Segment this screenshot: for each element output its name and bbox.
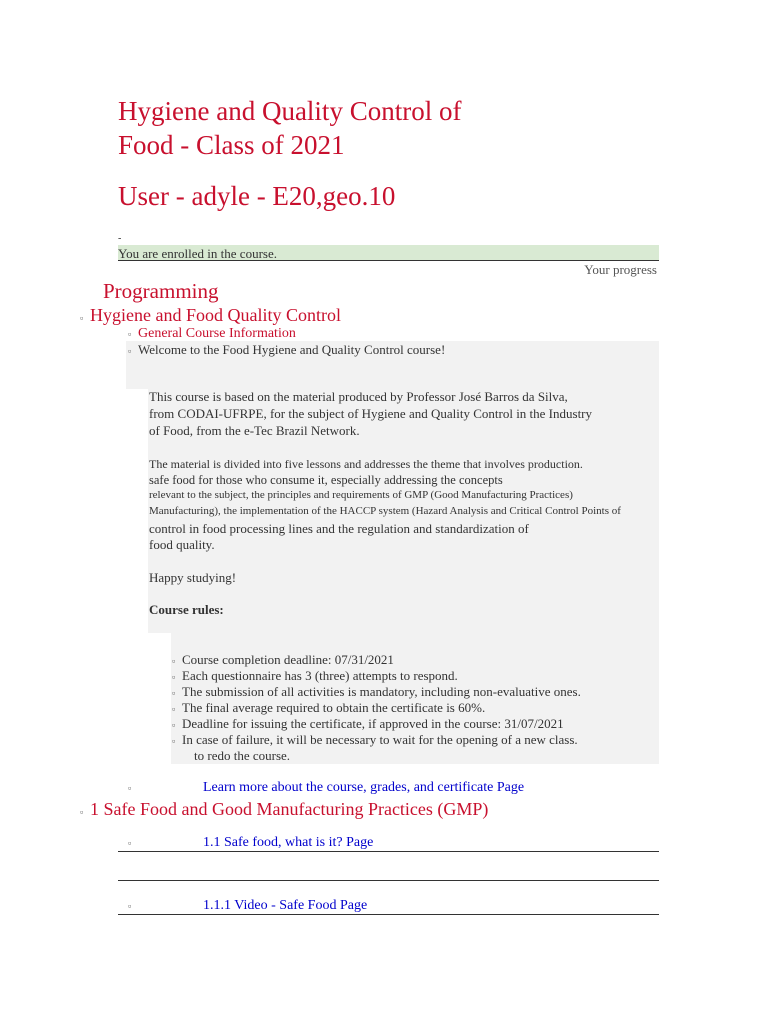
box-glyph-icon: ▫: [128, 329, 132, 339]
para2-line5: control in food processing lines and the regulation and standardization of: [149, 521, 529, 536]
para2-line4: Manufacturing), the implementation of the HACCP system (Hazard Analysis and Critical Control Points of: [149, 505, 621, 517]
rules-title: Course rules:: [149, 602, 224, 617]
box-glyph-icon: ▫: [172, 656, 176, 666]
box-glyph-icon: ▫: [172, 720, 176, 730]
enrollment-marker: -: [118, 233, 122, 244]
para1-line1: This course is based on the material produced by Professor José Barros da Silva,: [149, 389, 568, 404]
learn-more-link[interactable]: Learn more about the course, grades, and certificate Page: [203, 780, 525, 795]
box-glyph-icon: ▫: [172, 672, 176, 682]
box-glyph-icon: ▫: [172, 688, 176, 698]
item-1-1-1-link[interactable]: 1.1.1 Video - Safe Food Page: [203, 898, 368, 913]
para2-line1: The material is divided into five lessons and addresses the theme that involves production.: [149, 457, 583, 471]
enrollment-banner: [118, 245, 659, 261]
para1-line2: from CODAI-UFRPE, for the subject of Hygiene and Quality Control in the Industry: [149, 406, 593, 421]
para1-line3: of Food, from the e-Tec Brazil Network.: [149, 423, 360, 438]
section-hygiene-label: Hygiene and Food Quality Control: [90, 305, 341, 325]
rule-item: ▫ The submission of all activities is mandatory, including non-evaluative ones.: [172, 684, 581, 699]
divider: [118, 851, 659, 852]
welcome-text: Welcome to the Food Hygiene and Quality Control course!: [138, 342, 446, 357]
user-line: User - adyle - E20,geo.10: [118, 181, 396, 211]
box-glyph-icon: ▫: [128, 783, 132, 793]
rule-item: ▫ Each questionnaire has 3 (three) attempts to respond.: [172, 668, 458, 683]
course-title-line1: Hygiene and Quality Control of: [118, 96, 462, 126]
item-1-1-row: [128, 834, 138, 852]
para2-line3: relevant to the subject, the principles and requirements of GMP (Good Manufacturing Practices): [149, 489, 573, 501]
learn-more-row: [128, 779, 138, 797]
box-glyph-icon: ▫: [172, 704, 176, 714]
rule-item-continuation: to redo the course.: [194, 748, 291, 763]
rule-item: ▫ The final average required to obtain the certificate is 60%.: [172, 700, 486, 715]
rule-item: ▫ Deadline for issuing the certificate, if approved in the course: 31/07/2021: [172, 716, 564, 731]
programming-heading: Programming: [103, 279, 219, 303]
item-1-1-link[interactable]: 1.1 Safe food, what is it? Page: [203, 835, 374, 850]
para2-line2: safe food for those who consume it, especially addressing the concepts: [149, 473, 503, 487]
box-glyph-icon: ▫: [128, 838, 132, 848]
course-title-line2: Food - Class of 2021: [118, 130, 345, 160]
rule-item: ▫ Course completion deadline: 07/31/2021: [172, 652, 394, 667]
closing-text: Happy studying!: [149, 570, 237, 585]
box-glyph-icon: ▫: [172, 736, 176, 746]
box-glyph-icon: ▫: [80, 313, 84, 323]
general-info-label: General Course Information: [138, 326, 296, 341]
divider: [118, 914, 659, 915]
box-glyph-icon: ▫: [128, 346, 132, 356]
item-1-1-1-row: [128, 897, 138, 915]
para2-line6: food quality.: [149, 537, 215, 552]
section-gmp-label: 1 Safe Food and Good Manufacturing Practices (GMP): [90, 799, 489, 819]
enrollment-message: You are enrolled in the course.: [118, 246, 277, 261]
box-glyph-icon: ▫: [80, 807, 84, 817]
rule-item: ▫ In case of failure, it will be necessary to wait for the opening of a new class.: [172, 732, 578, 747]
progress-label: Your progress: [584, 262, 657, 277]
box-glyph-icon: ▫: [128, 901, 132, 911]
welcome-line: [128, 342, 445, 359]
section-gmp-title[interactable]: [80, 798, 488, 823]
divider: [118, 880, 659, 881]
